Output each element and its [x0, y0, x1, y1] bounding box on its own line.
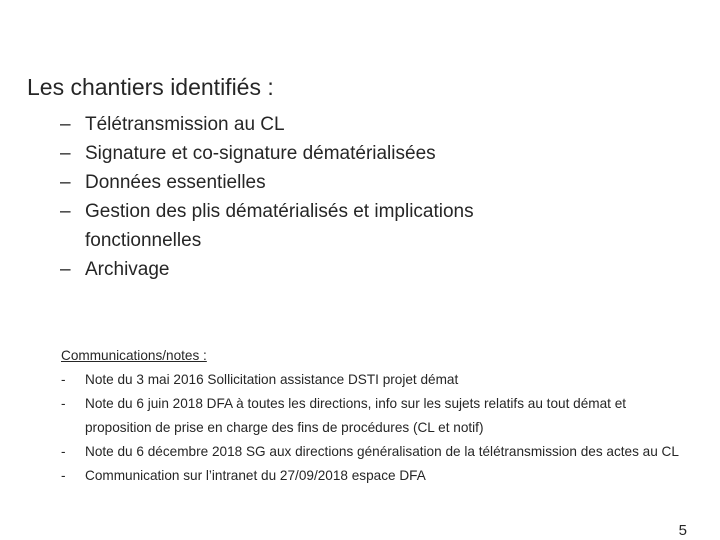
notes-heading: Communications/notes :	[61, 348, 207, 363]
note-text: Note du 3 mai 2016 Sollicitation assistance DSTI projet démat	[85, 372, 459, 387]
bullet-dash: –	[60, 143, 71, 164]
page-number: 5	[678, 522, 687, 539]
bullet-text: Données essentielles	[85, 172, 266, 193]
notes-section	[61, 344, 691, 488]
bullet-dash: –	[60, 259, 71, 280]
bullet-item	[60, 255, 580, 284]
bullet-dash: –	[60, 201, 71, 222]
bullet-text: Signature et co-signature dématérialisées	[85, 143, 436, 164]
bullet-dash: –	[60, 172, 71, 193]
bullet-list	[60, 110, 580, 284]
note-item	[61, 368, 691, 392]
note-dash: -	[61, 396, 66, 411]
note-item	[61, 464, 691, 488]
bullet-item	[60, 139, 580, 168]
bullet-item	[60, 110, 580, 139]
bullet-text: Archivage	[85, 259, 170, 280]
bullet-dash: –	[60, 114, 71, 135]
note-text: Communication sur l’intranet du 27/09/2018 espace DFA	[85, 468, 426, 483]
bullet-item	[60, 197, 580, 255]
note-dash: -	[61, 372, 66, 387]
bullet-text: Gestion des plis dématérialisés et implications fonctionnelles	[85, 201, 474, 251]
note-text: Note du 6 juin 2018 DFA à toutes les directions, info sur les sujets relatifs au tout démat et proposition de prise en charge des fins de procédures (CL et notif)	[85, 396, 627, 435]
note-dash: -	[61, 468, 66, 483]
note-text: Note du 6 décembre 2018 SG aux directions généralisation de la télétransmission des actes au CL	[85, 444, 679, 459]
note-item	[61, 440, 691, 464]
bullet-item	[60, 168, 580, 197]
note-item	[61, 392, 691, 440]
slide-title: Les chantiers identifiés :	[27, 74, 274, 100]
note-dash: -	[61, 444, 66, 459]
notes-list	[61, 368, 691, 488]
bullet-text: Télétransmission au CL	[85, 114, 285, 135]
